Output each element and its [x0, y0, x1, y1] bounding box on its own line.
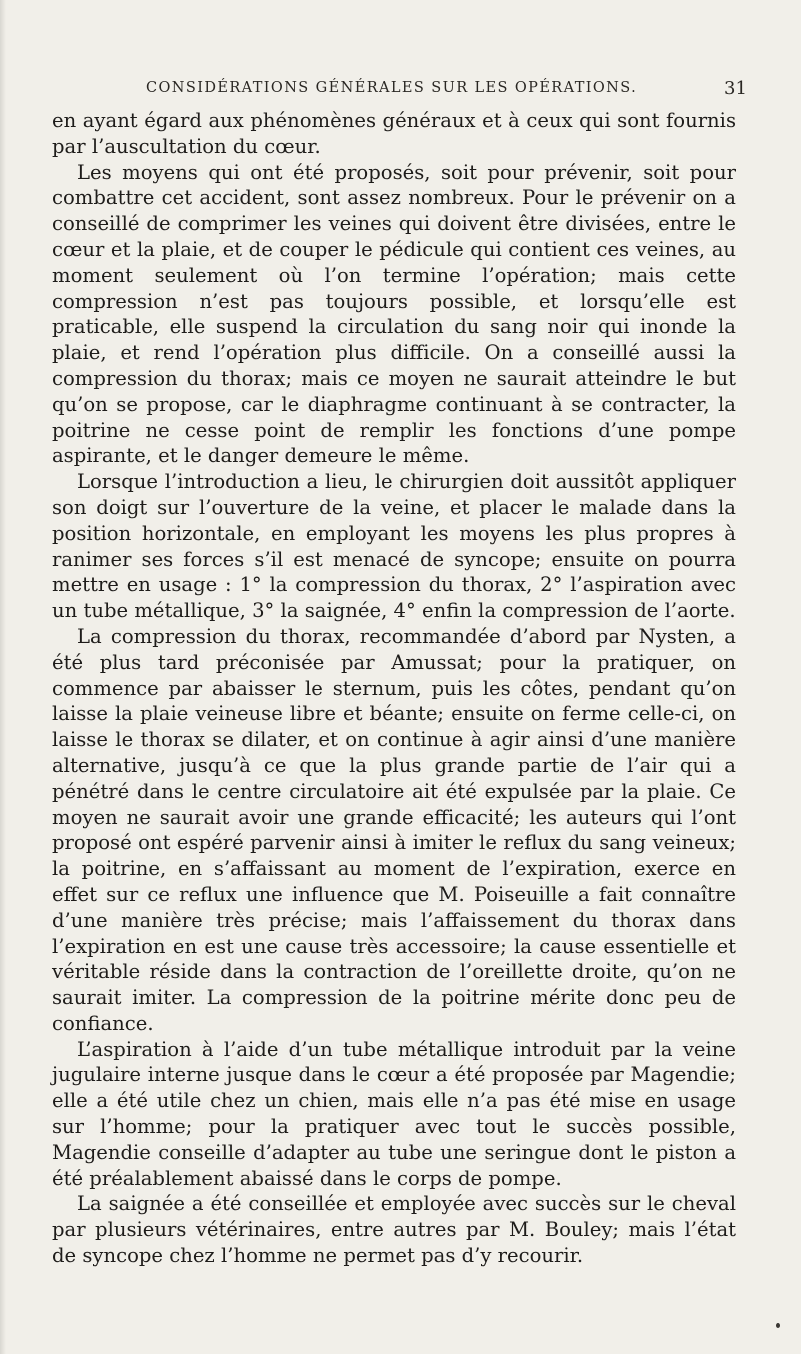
running-title: CONSIDÉRATIONS GÉNÉRALES SUR LES OPÉRATIONS.	[146, 80, 638, 96]
paragraph-continued: en ayant égard aux phénomènes généraux et à ceux qui sont fournis par l’auscultation du cœur.	[52, 109, 736, 158]
paragraph-bloodletting: La saignée a été conseillée et employée avec succès sur le cheval par plusieurs vétérinaires, entre autres par M. Bouley; mais l’état de syncope chez l’homme ne permet pas d’y recourir.	[52, 1192, 736, 1268]
page-number: 31	[724, 78, 747, 99]
print-speck	[776, 1323, 780, 1328]
paragraph-immediate-treatment: Lorsque l’introduction a lieu, le chirurgien doit aussitôt appliquer son doigt sur l’ouverture de la veine, et placer le malade dans la position horizontale, en employant les moyens les plus propres à ranimer ses forces s’il est menacé de syncope; ensuite on pourra mettre en usage : 1° la compression du thorax, 2° l’aspiration avec un tube métallique, 3° la saignée, 4° enfin la compression de l’aorte.	[52, 470, 736, 623]
paragraph-prevention-methods: Les moyens qui ont été proposés, soit pour prévenir, soit pour combattre cet accident, sont assez nombreux. Pour le prévenir on a conseillé de comprimer les veines qui doivent être divisées, entre le cœur et la plaie, et de couper le pédicule qui contient ces veines, au moment seulement où l’on termine l’opération; mais cette compression n’est pas toujours possible, et lorsqu’elle est praticable, elle suspend la circulation du sang noir qui inonde la plaie, et rend l’opération plus difficile. On a conseillé aussi la compression du thorax; mais ce moyen ne saurait atteindre le but qu’on se propose, car le diaphragme continuant à se contracter, la poitrine ne cesse point de remplir les fonctions d’une pompe aspirante, et le danger demeure le même.	[52, 160, 736, 468]
running-head	[0, 80, 801, 104]
paragraph-thorax-compression: La compression du thorax, recommandée d’abord par Nysten, a été plus tard préconisée par Amussat; pour la pratiquer, on commence par abaisser le sternum, puis les côtes, pendant qu’on laisse la plaie veineuse libre et béante; ensuite on ferme celle-ci, on laisse le thorax se dilater, et on continue à agir ainsi d’une manière alternative, jusqu’à ce que la plus grande partie de l’air qui a pénétré dans le centre circulatoire ait été expulsée par la plaie. Ce moyen ne saurait avoir une grande efficacité; les auteurs qui l’ont proposé ont espéré parvenir ainsi à imiter le reflux du sang veineux; la poitrine, en s’affaissant au moment de l’expiration, exerce en effet sur ce reflux une influence que M. Poiseuille a fait connaître d’une manière très précise; mais l’affaissement du thorax dans l’expiration en est une cause très accessoire; la cause essentielle et véritable réside dans la contraction de l’oreillette droite, qu’on ne saurait imiter. La compression de la poitrine mérite donc peu de confiance.	[52, 624, 736, 1035]
paragraph-aspiration: L’aspiration à l’aide d’un tube métallique introduit par la veine jugulaire interne jusque dans le cœur a été proposée par Magendie; elle a été utile chez un chien, mais elle n’a pas été mise en usage sur l’homme; pour la pratiquer avec tout le succès possible, Magendie conseille d’adapter au tube une seringue dont le piston a été préalablement abaissé dans le corps de pompe.	[52, 1037, 736, 1190]
binding-shadow	[0, 0, 6, 1354]
body-text	[52, 108, 736, 1269]
